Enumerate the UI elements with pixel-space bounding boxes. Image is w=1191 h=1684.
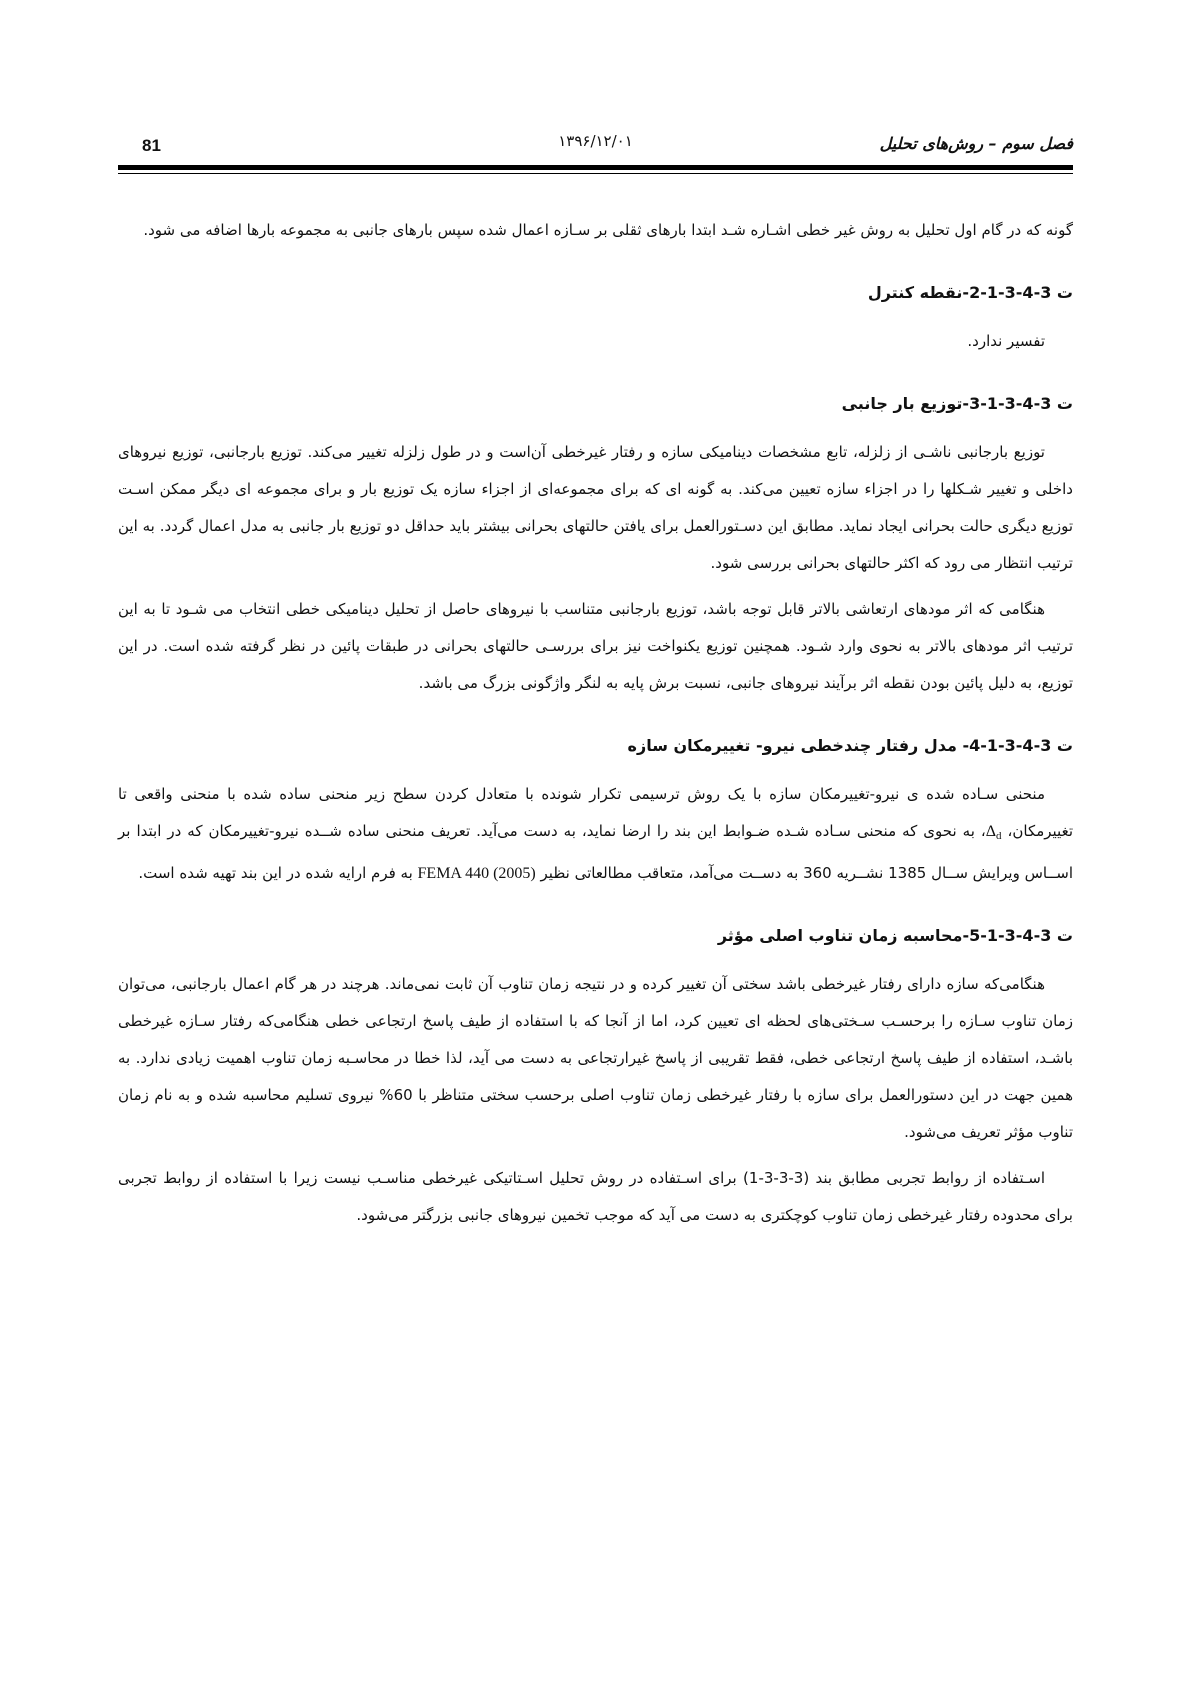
page-header xyxy=(118,128,1073,168)
chapter-title: فصل سوم – روش‌های تحلیل xyxy=(879,134,1073,153)
paragraph-lateral-load-1: توزیع بارجانبی ناشـی از زلزله، تابع مشخصات دینامیکی سازه و رفتار غیرخطی آن‌است و در طول زلزله تغییر می‌کند. توزیع بارجانبی، توزیع نیروهای داخلی و تغییر شـکلها را در اجزاء سازه تعیین می‌کند. به گونه ای که برای مجموعه‌ای از اجزاء سازه یک توزیع بار و برای مجموعه ای دیگر ممکن اسـت توزیع دیگری حالت بحرانی ایجاد نماید. مطابق این دسـتورالعمل برای یافتن حالتهای بحرانی بیشتر باید حداقل دو توزیع بار جانبی به مدل اعمال گردد. به این ترتیب انتظار می رود که اکثر حالتهای بحرانی بررسی شود. xyxy=(118,443,1073,572)
section-heading-control-point: ت 3-4-3-1-2-نقطه کنترل xyxy=(867,283,1073,302)
section-heading-effective-period: ت 3-4-3-1-5-محاسبه زمان تناوب اصلی مؤثر xyxy=(717,926,1073,945)
section-heading-lateral-load: ت 3-4-3-1-3-توزیع بار جانبی xyxy=(841,394,1073,413)
paragraph-effective-period-1: هنگامی‌که سازه دارای رفتار غیرخطی باشد سختی آن تغییر کرده و در نتیجه زمان تناوب آن ثابت نمی‌ماند. هرچند در هر گام اعمال بارجانبی، می‌توان زمان تناوب سـازه را برحسـب سـختی‌های لحظه ای تعیین کرد، اما از آنجا که با استفاده از طیف پاسخ ارتجاعی خطی هنگامی‌که رفتار سـازه غیرخطی باشـد، استفاده از طیف پاسخ ارتجاعی خطی، فقط تقریبی از پاسخ غیرارتجاعی به دست می آید، لذا خطا در محاسـبه زمان تناوب اهمیت زیادی ندارد. به همین جهت در این دستورالعمل برای سازه با رفتار غیرخطی زمان تناوب اصلی برحسب سختی متناظر با 60% نیروی تسلیم محاسبه شده و به نام زمان تناوب مؤثر تعریف می‌شود. xyxy=(118,975,1074,1141)
paragraph-text-part-c: به فرم ارایه شده در این بند تهیه شده است. xyxy=(138,864,418,882)
paragraph-force-displacement xyxy=(118,776,1073,892)
header-rule-thin xyxy=(118,173,1073,174)
header-rule-thick xyxy=(118,165,1073,170)
fema-reference: FEMA 440 (2005) xyxy=(417,865,536,882)
page-content xyxy=(118,212,1073,1234)
section-body-control-point: تفسیر ندارد. xyxy=(967,332,1045,350)
header-date: ۱۳۹۶/۱۲/۰۱ xyxy=(558,132,633,150)
paragraph-lateral-load-2: هنگامی که اثر مودهای ارتعاشی بالاتر قابل توجه باشد، توزیع بارجانبی متناسب با نیروهای حاصل از تحلیل دینامیکی خطی انتخاب می شـود تا به این ترتیب اثر مودهای بالاتر به نحوی وارد شـود. همچنین توزیع یکنواخت نیز برای بررسـی حالتهای بحرانی در طبقات پائین در نظر گرفته شده است. در این توزیع، به دلیل پائین بودن نقطه اثر برآیند نیروهای جانبی، نسبت برش پایه به لنگر واژگونی بزرگ می باشد. xyxy=(118,600,1073,692)
intro-paragraph: گونه که در گام اول تحلیل به روش غیر خطی اشـاره شـد ابتدا بارهای ثقلی بر سـازه اعمال شده سپس بارهای جانبی به مجموعه بارها اضافه می شود. xyxy=(143,221,1073,239)
page-number: 81 xyxy=(142,136,161,155)
paragraph-text-part-a: منحنی سـاده شده ی نیرو-تغییرمکان سازه با یک روش ترسیمی تکرار شونده با متعادل کردن سطح زیر منحنی ساده شده با منحنی واقعی تا تغییرمکان، xyxy=(118,785,1073,840)
delta-letter: Δ xyxy=(985,823,997,840)
section-heading-force-displacement: ت 3-4-3-1-4- مدل رفتار چندخطی نیرو- تغییرمکان سازه xyxy=(627,736,1073,755)
paragraph-text-part-b: ، به نحوی که منحنی سـاده شـده ضـوابط این بند را ارضا نماید، به دست می‌آید. تعریف منحنی ساده شــده نیرو-تغییرمکان که در ابتدا بر اســاس ویرایش ســال 1385 نشــریه 360 به دســت می‌آمد، متعاقب مطالعاتی نظیر xyxy=(118,822,1073,882)
paragraph-effective-period-2: اسـتفاده از روابط تجربی مطابق بند (3-3-3-1) برای اسـتفاده در روش تحلیل اسـتاتیکی غیرخطی مناسـب نیست زیرا با استفاده از روابط تجربی برای محدوده رفتار غیرخطی زمان تناوب کوچکتری به دست می آید که موجب تخمین نیروهای جانبی بزرگتر می‌شود. xyxy=(118,1169,1073,1224)
delta-subscript: d xyxy=(996,830,1002,842)
delta-d-symbol xyxy=(986,823,1002,840)
